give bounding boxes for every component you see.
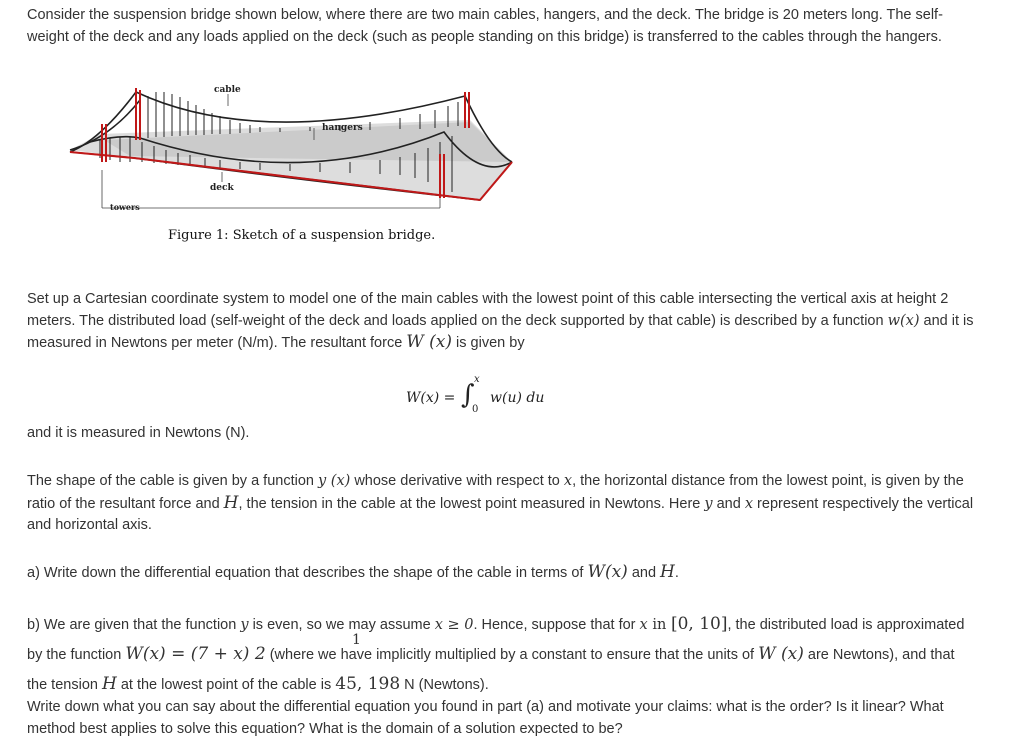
towers-label: towers [110, 202, 140, 212]
math-w-of-x: w(x) [887, 312, 920, 329]
units-note: and it is measured in Newtons (N). [27, 425, 250, 441]
math-W-of-x: W (x) [406, 332, 453, 352]
part-b-question: b) We are given that the function y is even, so we may assume x ≥ 0. Hence, suppose that for x in [0, 10], the distributed load is approximated by the function W(x) = (7 + x) 2 (where we have implicitly multiplied by a constant to ensure that the units of W (x) are Newtons), and that the tension H at the lowest point of the cable is 45, 198 N (Newtons). [27, 614, 965, 694]
integral-upper-limit: x [474, 374, 480, 385]
exponent-numerator: 1 [352, 632, 361, 648]
cable-label: cable [214, 85, 241, 95]
hangers-label: hangers [322, 123, 363, 133]
deck-label: deck [210, 183, 234, 193]
part-b-followup: Write down what you can say about the differential equation you found in part (a) and motivate your claims: what is the order? Is it linear? What method best applies to solve this equation? What is the domain of a solution expected to be? [27, 699, 944, 737]
equation-rhs: w(u) du [490, 390, 545, 406]
part-a-question: a) Write down the differential equation that describes the shape of the cable in terms of W(x) and H. [27, 562, 679, 582]
shape-paragraph: The shape of the cable is given by a function y (x) whose derivative with respect to x, the horizontal distance from the lowest point, is given by the ratio of the resultant force and H, the tension in the cable at the lowest point measured in Newtons. Here y and x represent respectively the vertical and horizontal axis. [27, 473, 974, 533]
bridge-figure [60, 80, 530, 220]
integral-lower-limit: 0 [472, 404, 479, 415]
figure-caption: Figure 1: Sketch of a suspension bridge. [168, 228, 436, 243]
intro-paragraph: Consider the suspension bridge shown below, where there are two main cables, hangers, and the deck. The bridge is 20 meters long. The self-weight of the deck and any loads applied on the deck (such as people standing on this bridge) is transferred to the cables through the hangers. [27, 7, 943, 45]
setup-paragraph: Set up a Cartesian coordinate system to model one of the main cables with the lowest point of this cable intersecting the vertical axis at height 2 meters. The distributed load (self-weight of the deck and loads applied on the deck supported by that cable) is described by a function w(x) and it is measured in Newtons per meter (N/m). The resultant force W (x) is given by [27, 291, 974, 352]
equation-lhs: W(x) = [406, 390, 456, 406]
integral-sign: ∫ [461, 380, 475, 410]
